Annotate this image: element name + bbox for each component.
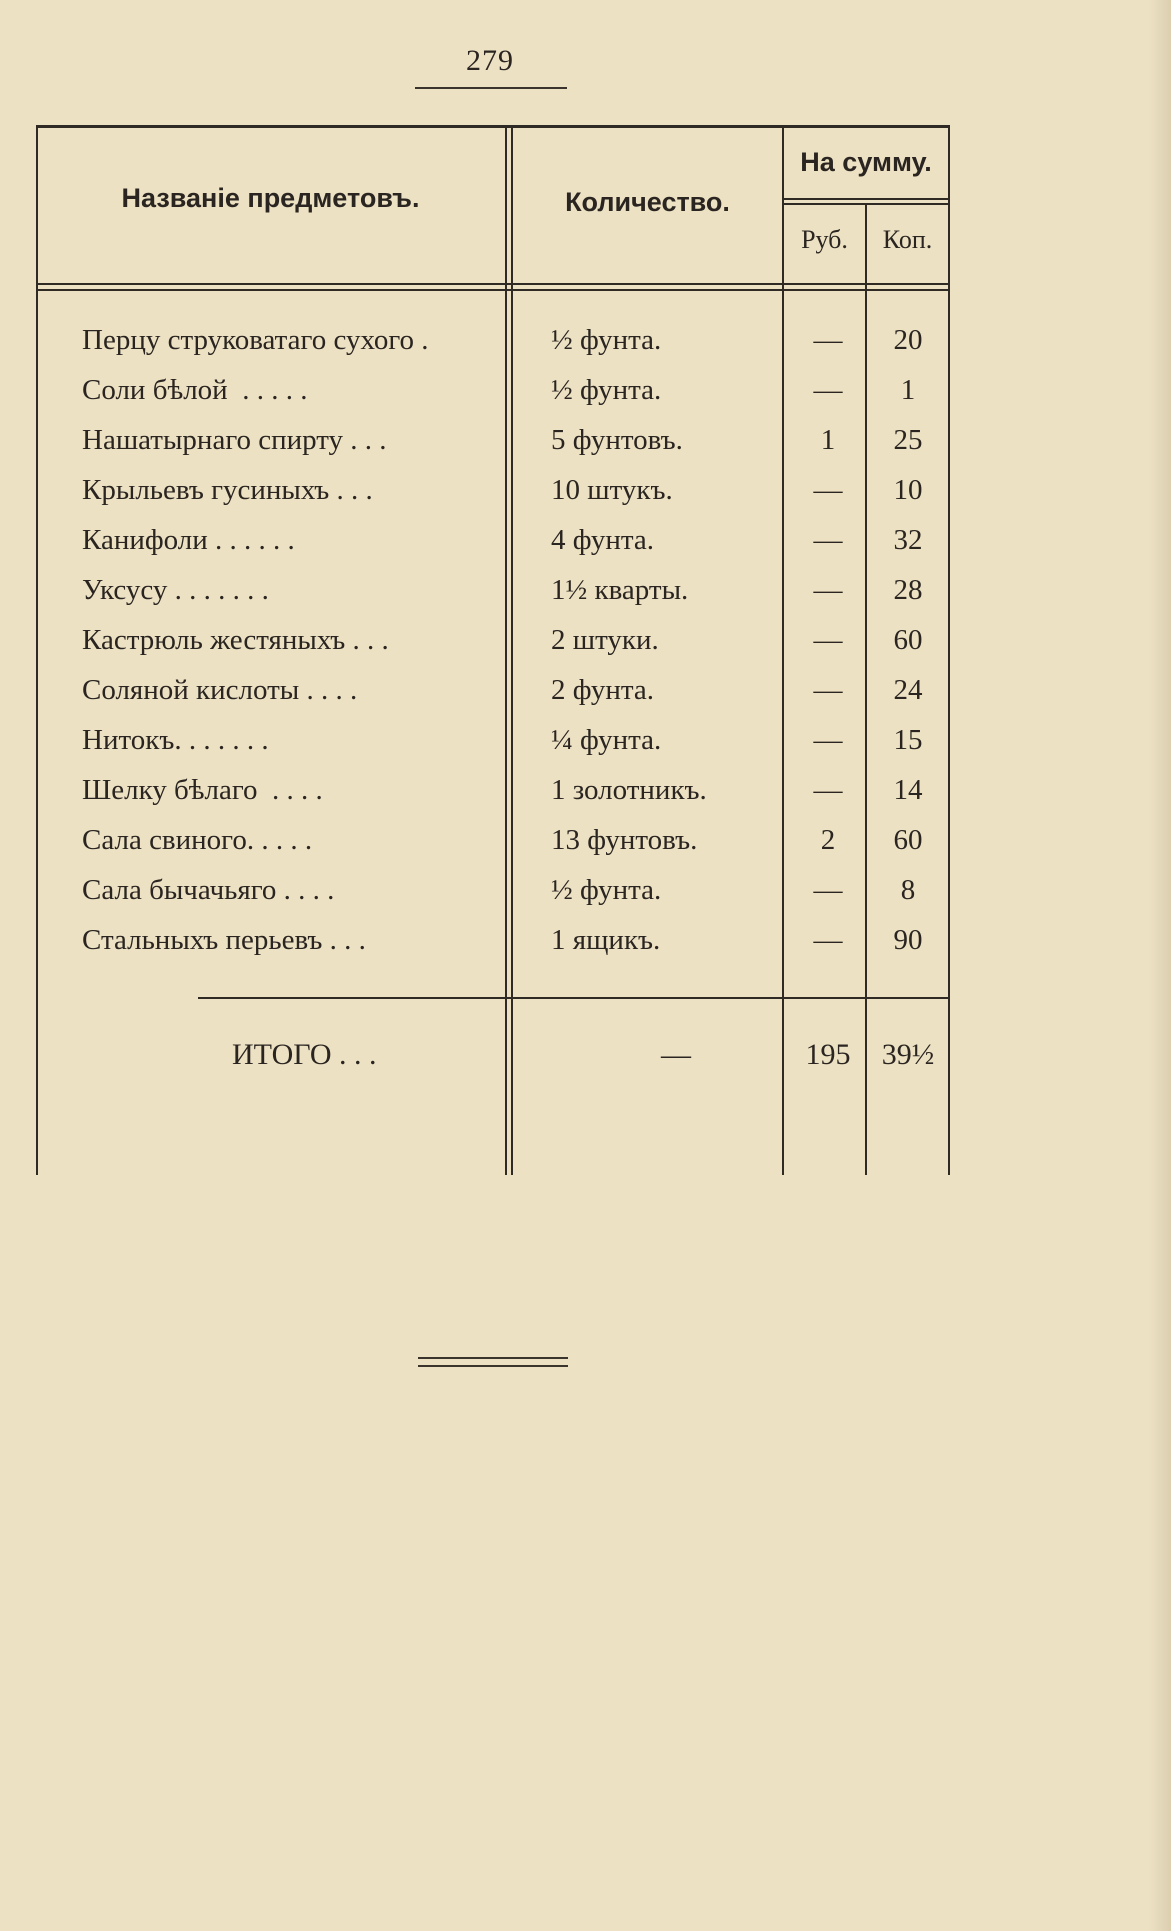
total-rule — [198, 997, 950, 999]
item-kop: 24 — [893, 674, 923, 706]
item-quantity: 2 штуки. — [551, 624, 659, 656]
total-kop: 39½ — [881, 1038, 935, 1071]
table-row — [36, 865, 951, 915]
item-kop: 8 — [900, 874, 916, 906]
item-kop: 1 — [900, 374, 916, 406]
item-rub: — — [813, 624, 843, 656]
item-name: Перцу струковатаго сухого . — [82, 324, 429, 356]
table-row — [36, 465, 951, 515]
item-name: Шелку бѣлаго . . . . — [82, 774, 323, 806]
item-quantity: 2 фунта. — [551, 674, 654, 706]
total-quantity: — — [661, 1038, 691, 1071]
item-quantity: 1 золотникъ. — [551, 774, 707, 806]
item-name: Сала свиного. . . . . — [82, 824, 313, 856]
page-number: 279 — [466, 44, 514, 77]
item-kop: 32 — [893, 524, 923, 556]
item-name: Соли бѣлой . . . . . — [82, 374, 308, 406]
header-sum: На сумму. — [800, 147, 932, 177]
item-rub: — — [813, 324, 843, 356]
item-name: Уксусу . . . . . . . — [82, 574, 269, 606]
item-quantity: 5 фунтовъ. — [551, 424, 683, 456]
total-label: ИТОГО . . . — [232, 1038, 377, 1071]
closing-double-rule — [418, 1357, 568, 1367]
item-quantity: 10 штукъ. — [551, 474, 673, 506]
item-quantity: ½ фунта. — [551, 874, 662, 906]
table-row — [36, 315, 951, 365]
item-kop: 60 — [893, 824, 923, 856]
table-row — [36, 615, 951, 665]
paper-edge — [1149, 0, 1171, 1931]
item-rub: — — [813, 574, 843, 606]
item-kop: 15 — [893, 724, 923, 756]
item-quantity: 4 фунта. — [551, 524, 654, 556]
item-kop: 25 — [893, 424, 923, 456]
items-table — [36, 125, 951, 1175]
item-rub: 2 — [820, 824, 836, 856]
table-row — [36, 765, 951, 815]
item-quantity: ¼ фунта. — [551, 724, 662, 756]
item-name: Нитокъ. . . . . . . — [82, 724, 269, 756]
item-name: Сала бычачьяго . . . . — [82, 874, 335, 906]
item-quantity: 13 фунтовъ. — [551, 824, 698, 856]
item-name: Канифоли . . . . . . — [82, 524, 295, 556]
table-header-rule — [36, 289, 950, 291]
table-row — [36, 415, 951, 465]
item-rub: — — [813, 674, 843, 706]
item-kop: 28 — [893, 574, 923, 606]
item-rub: — — [813, 724, 843, 756]
header-rub: Руб. — [801, 225, 848, 254]
table-row — [36, 815, 951, 865]
item-name: Соляной кислоты . . . . — [82, 674, 358, 706]
item-kop: 20 — [893, 324, 923, 356]
table-row — [36, 365, 951, 415]
header-kop: Коп. — [882, 225, 933, 254]
item-rub: — — [813, 874, 843, 906]
table-row — [36, 915, 951, 965]
table-row — [36, 515, 951, 565]
item-quantity: 1 ящикъ. — [551, 924, 661, 956]
total-row — [36, 1025, 951, 1085]
item-rub: — — [813, 374, 843, 406]
total-rub: 195 — [805, 1038, 851, 1071]
item-kop: 10 — [893, 474, 923, 506]
item-name: Крыльевъ гусиныхъ . . . — [82, 474, 373, 506]
header-name: Названіе предметовъ. — [121, 183, 420, 213]
item-rub: — — [813, 524, 843, 556]
table-row — [36, 665, 951, 715]
item-quantity: ½ фунта. — [551, 324, 662, 356]
item-rub: — — [813, 774, 843, 806]
item-quantity: 1½ кварты. — [551, 574, 689, 606]
table-row — [36, 715, 951, 765]
item-rub: — — [813, 474, 843, 506]
item-kop: 14 — [893, 774, 923, 806]
item-kop: 60 — [893, 624, 923, 656]
table-header-rule — [36, 283, 950, 285]
table-row — [36, 565, 951, 615]
item-kop: 90 — [893, 924, 923, 956]
item-rub: 1 — [820, 424, 836, 456]
table-top-rule — [36, 125, 950, 128]
item-quantity: ½ фунта. — [551, 374, 662, 406]
page-number-rule — [415, 87, 567, 89]
item-name: Стальныхъ перьевъ . . . — [82, 924, 366, 956]
item-rub: — — [813, 924, 843, 956]
header-quantity: Количество. — [565, 187, 730, 217]
item-name: Нашатырнаго спирту . . . — [82, 424, 387, 456]
sum-header-rule — [783, 198, 948, 200]
item-name: Кастрюль жестяныхъ . . . — [82, 624, 389, 656]
